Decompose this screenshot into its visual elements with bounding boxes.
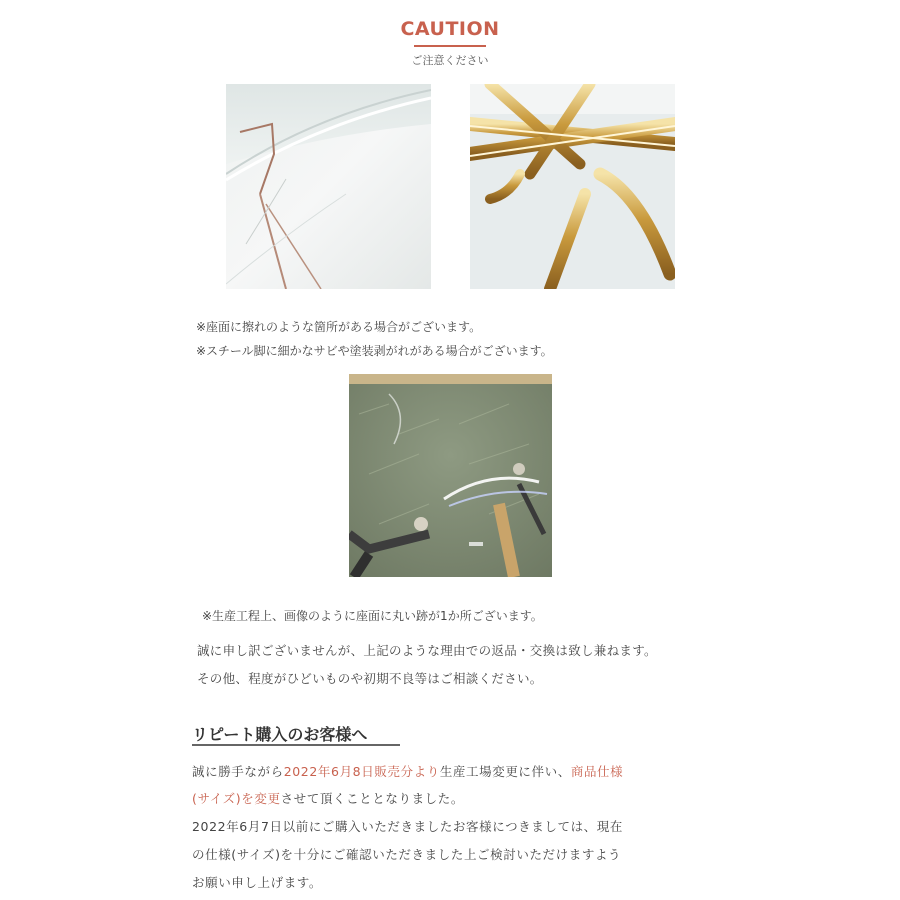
repeat-line-1: 誠に勝手ながら2022年6月8日販売分より生産工場変更に伴い、商品仕様 [192, 764, 624, 779]
no-return-notice: 誠に申し訳ございませんが、上記のような理由での返品・交換は致し兼ねます。 [197, 643, 657, 658]
caution-heading-underline [414, 45, 486, 47]
spec-highlight: 商品仕様 [570, 764, 624, 779]
repeat-line-5: お願い申し上げます。 [192, 875, 323, 890]
repeat-line-3: 2022年6月7日以前にご購入いただきましたお客様につきましては、現在 [192, 819, 623, 834]
size-change-highlight: (サイズ)を変更 [192, 791, 281, 806]
repeat-line-2: (サイズ)を変更させて頂くこととなりました。 [192, 791, 464, 806]
glass-seat-scratch-photo [226, 84, 431, 289]
rust-note: ※スチール脚に細かなサビや塗装剥がれがある場合がございます。 [196, 344, 553, 358]
gold-steel-legs-photo [470, 84, 675, 289]
repeat-heading-underline [192, 744, 400, 746]
round-mark-note: ※生産工程上、画像のように座面に丸い跡が1か所ございます。 [202, 609, 543, 623]
sale-date-highlight: 2022年6月8日販売分より [283, 764, 440, 779]
repeat-customer-heading: リピート購入のお客様へ [192, 725, 368, 744]
consult-notice: その他、程度がひどいものや初期不良等はご相談ください。 [197, 671, 543, 686]
caution-heading: CAUTION [400, 18, 500, 40]
scratch-note: ※座面に擦れのような箇所がある場合がございます。 [196, 320, 482, 334]
repeat-line-4: の仕様(サイズ)を十分にご確認いただきました上ご検討いただけますよう [192, 847, 622, 862]
caution-subtitle: ご注意ください [411, 54, 489, 67]
glass-round-mark-photo [349, 374, 552, 577]
